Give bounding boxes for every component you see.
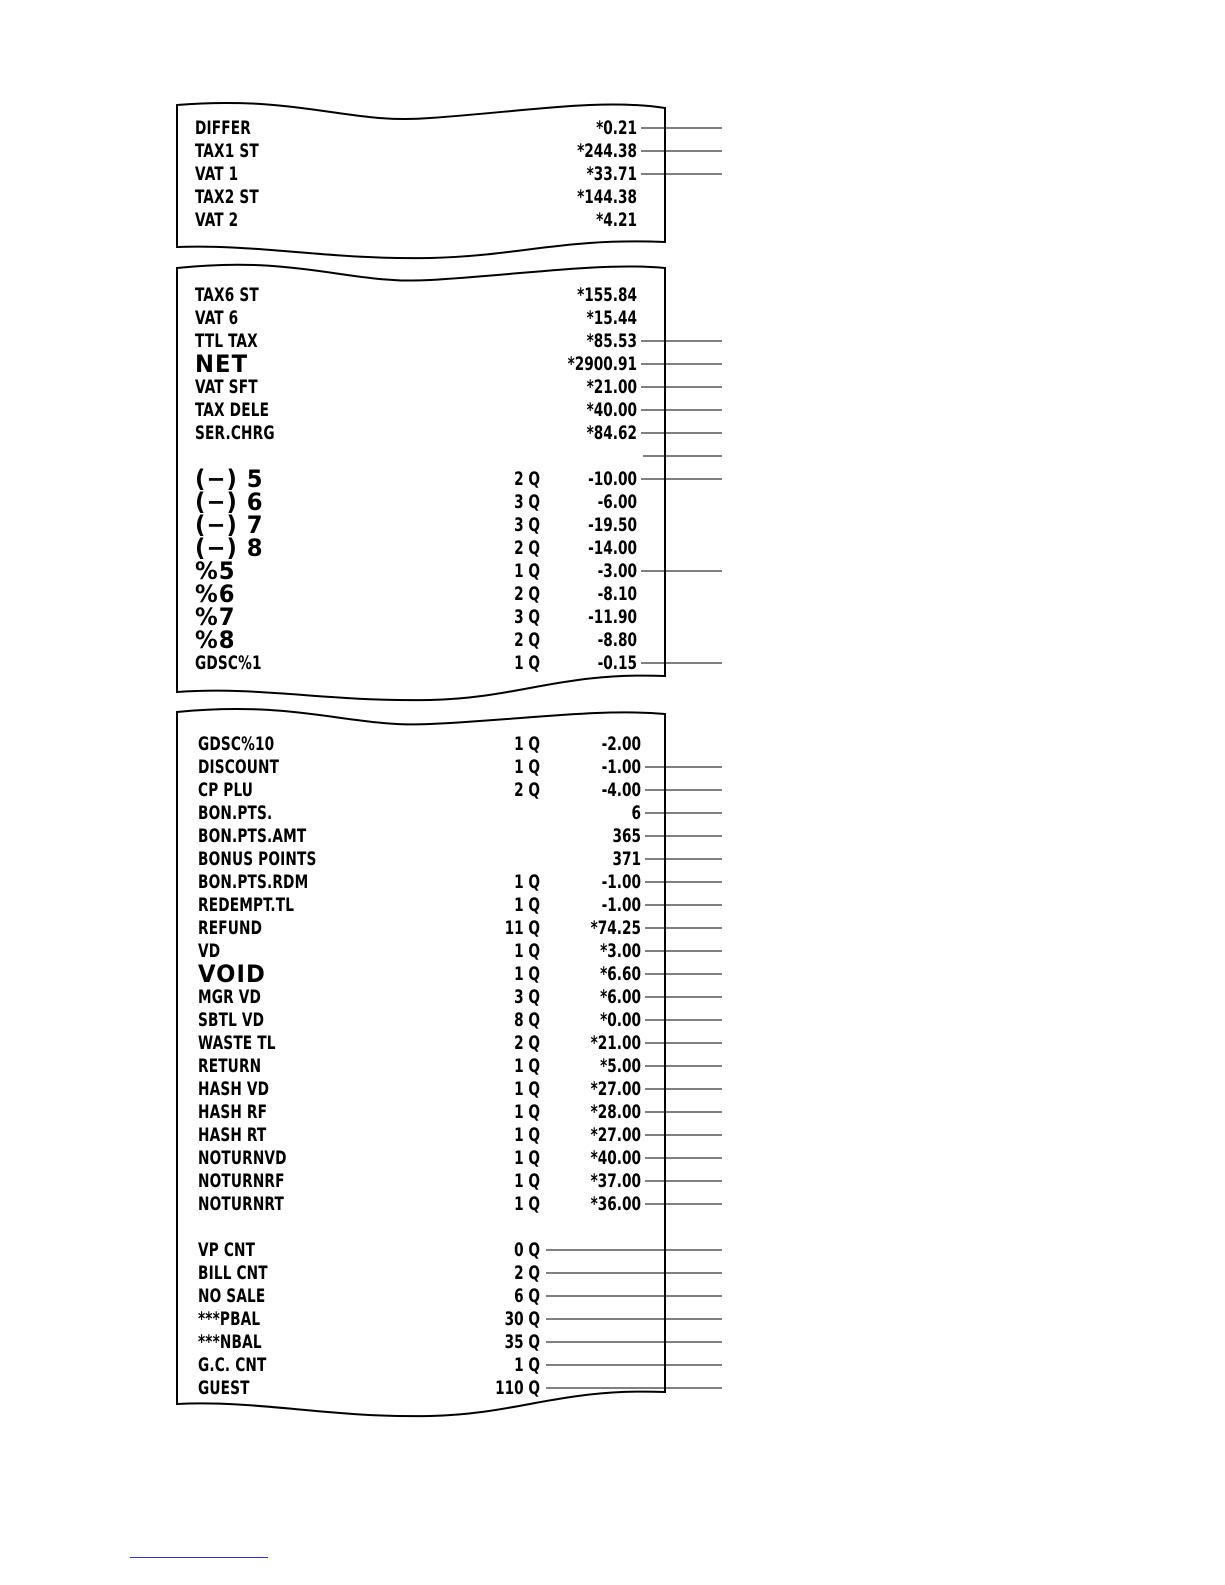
row-label: NOTURNRT (198, 1192, 284, 1215)
receipt-row (0, 464, 1225, 493)
row-value: *2900.91 (567, 352, 637, 375)
row-value: *27.00 (590, 1123, 641, 1146)
row-quantity: 2 Q (514, 778, 540, 801)
row-quantity: 1 Q (514, 1353, 540, 1376)
row-value: -2.00 (601, 732, 641, 755)
row-label: (−) 8 (195, 533, 264, 562)
row-label: SER.CHRG (195, 421, 275, 444)
row-quantity: 6 Q (514, 1284, 540, 1307)
row-label: REFUND (198, 916, 263, 939)
row-label: CP PLU (198, 778, 254, 801)
receipt-row (0, 556, 1225, 585)
row-label: NO SALE (198, 1284, 266, 1307)
receipt-row (0, 1262, 1225, 1285)
row-value: *27.00 (590, 1077, 641, 1100)
row-quantity: 0 Q (514, 1238, 540, 1261)
row-quantity: 1 Q (514, 962, 540, 985)
receipt-row (0, 1009, 1225, 1032)
row-quantity: 1 Q (514, 1100, 540, 1123)
page-bottom-rule (130, 1557, 268, 1558)
row-label: (−) 5 (195, 464, 264, 493)
row-quantity: 11 Q (504, 916, 540, 939)
receipt-row (0, 652, 1225, 675)
receipt-row (0, 1032, 1225, 1055)
row-value: *85.53 (586, 329, 637, 352)
row-label: HASH VD (198, 1077, 270, 1100)
row-label: GUEST (198, 1376, 250, 1399)
receipt-row (0, 1101, 1225, 1124)
row-quantity: 3 Q (514, 985, 540, 1008)
row-quantity: 2 Q (514, 536, 540, 559)
receipt-row (0, 959, 1225, 988)
row-value: -14.00 (588, 536, 637, 559)
receipt-row (0, 1308, 1225, 1331)
row-label: %7 (195, 602, 236, 631)
row-label: ***NBAL (198, 1330, 262, 1353)
row-value: *6.00 (600, 985, 641, 1008)
row-label: GDSC%10 (198, 732, 275, 755)
receipt-row (0, 117, 1225, 140)
row-quantity: 2 Q (514, 467, 540, 490)
row-label: TTL TAX (195, 329, 258, 352)
receipt-row (0, 209, 1225, 232)
row-value: *36.00 (590, 1192, 641, 1215)
row-quantity: 1 Q (514, 1123, 540, 1146)
row-value: *40.00 (590, 1146, 641, 1169)
row-quantity: 1 Q (514, 1192, 540, 1215)
row-label: VP CNT (198, 1238, 256, 1261)
row-value: *6.60 (600, 962, 641, 985)
row-label: HASH RT (198, 1123, 267, 1146)
row-label: WASTE TL (198, 1031, 276, 1054)
row-label: TAX1 ST (195, 139, 259, 162)
receipt-row (0, 940, 1225, 963)
row-value: *0.00 (600, 1008, 641, 1031)
receipt-row (0, 1285, 1225, 1308)
row-quantity: 2 Q (514, 1261, 540, 1284)
row-value: -0.15 (597, 651, 637, 674)
row-label: NOTURNVD (198, 1146, 287, 1169)
receipt-row (0, 871, 1225, 894)
row-quantity: 3 Q (514, 513, 540, 536)
row-label: (−) 7 (195, 510, 264, 539)
row-value: 371 (612, 847, 641, 870)
row-value: -8.80 (597, 628, 637, 651)
row-value: -8.10 (597, 582, 637, 605)
row-label: BONUS POINTS (198, 847, 317, 870)
row-label: %8 (195, 625, 236, 654)
receipt-row (0, 445, 1225, 468)
row-value: 365 (612, 824, 641, 847)
row-label: BON.PTS. (198, 801, 273, 824)
row-label: G.C. CNT (198, 1353, 267, 1376)
row-label: DISCOUNT (198, 755, 280, 778)
row-value: *0.21 (596, 116, 637, 139)
row-label: GDSC%1 (195, 651, 262, 674)
receipt-row (0, 802, 1225, 825)
row-quantity: 2 Q (514, 628, 540, 651)
row-label: REDEMPT.TL (198, 893, 295, 916)
row-value: -19.50 (588, 513, 637, 536)
row-value: -4.00 (601, 778, 641, 801)
row-value: *244.38 (577, 139, 637, 162)
receipt-row (0, 1193, 1225, 1216)
row-value: *5.00 (600, 1054, 641, 1077)
row-label: TAX DELE (195, 398, 270, 421)
row-value: -1.00 (601, 893, 641, 916)
receipt-row (0, 848, 1225, 871)
receipt-row (0, 140, 1225, 163)
receipt-row (0, 894, 1225, 917)
row-quantity: 1 Q (514, 1054, 540, 1077)
row-quantity: 1 Q (514, 559, 540, 582)
row-quantity: 35 Q (504, 1330, 540, 1353)
receipt-row (0, 1239, 1225, 1262)
receipt-row (0, 186, 1225, 209)
row-quantity: 1 Q (514, 755, 540, 778)
row-quantity: 2 Q (514, 582, 540, 605)
row-label: TAX6 ST (195, 283, 259, 306)
row-quantity: 2 Q (514, 1031, 540, 1054)
row-value: -11.90 (588, 605, 637, 628)
row-label: HASH RF (198, 1100, 268, 1123)
row-label: VAT SFT (195, 375, 258, 398)
receipt-row (0, 1124, 1225, 1147)
receipt-row (0, 986, 1225, 1009)
receipt-row (0, 533, 1225, 562)
row-label: BON.PTS.AMT (198, 824, 307, 847)
receipt-row (0, 1055, 1225, 1078)
row-label: VOID (198, 959, 266, 988)
row-quantity: 1 Q (514, 651, 540, 674)
row-value: *33.71 (586, 162, 637, 185)
row-label: BILL CNT (198, 1261, 268, 1284)
receipt-row (0, 330, 1225, 353)
receipt-row (0, 399, 1225, 422)
receipt-row (0, 625, 1225, 654)
receipt-row (0, 825, 1225, 848)
row-quantity: 1 Q (514, 732, 540, 755)
row-quantity: 1 Q (514, 893, 540, 916)
receipt-row (0, 1078, 1225, 1101)
receipt-row (0, 510, 1225, 539)
row-value: *84.62 (586, 421, 637, 444)
row-label: BON.PTS.RDM (198, 870, 309, 893)
row-label: VAT 1 (195, 162, 239, 185)
row-quantity: 3 Q (514, 490, 540, 513)
row-label: VD (198, 939, 221, 962)
row-value: *28.00 (590, 1100, 641, 1123)
receipt-row (0, 284, 1225, 307)
row-label: NET (195, 349, 249, 378)
row-label: %6 (195, 579, 236, 608)
row-value: *40.00 (586, 398, 637, 421)
receipt-row (0, 376, 1225, 399)
row-value: *144.38 (577, 185, 637, 208)
receipt-row (0, 1377, 1225, 1400)
row-value: *74.25 (590, 916, 641, 939)
row-quantity: 1 Q (514, 1169, 540, 1192)
row-value: -6.00 (597, 490, 637, 513)
row-value: *4.21 (596, 208, 637, 231)
row-label: VAT 2 (195, 208, 239, 231)
row-value: *37.00 (590, 1169, 641, 1192)
row-quantity: 1 Q (514, 870, 540, 893)
row-quantity: 1 Q (514, 1146, 540, 1169)
receipt-row (0, 756, 1225, 779)
row-label: ***PBAL (198, 1307, 261, 1330)
row-value: *155.84 (577, 283, 637, 306)
row-value: *3.00 (600, 939, 641, 962)
row-value: -10.00 (588, 467, 637, 490)
receipt-row (0, 307, 1225, 330)
receipt-row (0, 163, 1225, 186)
row-value: -1.00 (601, 755, 641, 778)
row-value: *21.00 (590, 1031, 641, 1054)
row-value: -3.00 (597, 559, 637, 582)
receipt-row (0, 602, 1225, 631)
row-label: SBTL VD (198, 1008, 265, 1031)
receipt-row (0, 779, 1225, 802)
receipt-row (0, 579, 1225, 608)
row-quantity: 3 Q (514, 605, 540, 628)
receipt-row (0, 1147, 1225, 1170)
receipt-row (0, 422, 1225, 445)
row-label: MGR VD (198, 985, 262, 1008)
row-quantity: 1 Q (514, 1077, 540, 1100)
row-label: (−) 6 (195, 487, 264, 516)
row-quantity: 8 Q (514, 1008, 540, 1031)
receipt-row (0, 917, 1225, 940)
row-value: *15.44 (586, 306, 637, 329)
receipt-row (0, 487, 1225, 516)
receipt-row (0, 733, 1225, 756)
row-quantity: 110 Q (495, 1376, 540, 1399)
row-label: %5 (195, 556, 236, 585)
receipt-row (0, 1216, 1225, 1239)
row-value: 6 (631, 801, 641, 824)
row-quantity: 1 Q (514, 939, 540, 962)
receipt-row (0, 1331, 1225, 1354)
row-label: VAT 6 (195, 306, 239, 329)
receipt-row (0, 349, 1225, 378)
receipt-row (0, 1354, 1225, 1377)
row-label: TAX2 ST (195, 185, 259, 208)
receipt-row (0, 1170, 1225, 1193)
row-quantity: 30 Q (504, 1307, 540, 1330)
row-label: NOTURNRF (198, 1169, 285, 1192)
row-label: DIFFER (195, 116, 251, 139)
row-value: -1.00 (601, 870, 641, 893)
row-value: *21.00 (586, 375, 637, 398)
row-label: RETURN (198, 1054, 262, 1077)
